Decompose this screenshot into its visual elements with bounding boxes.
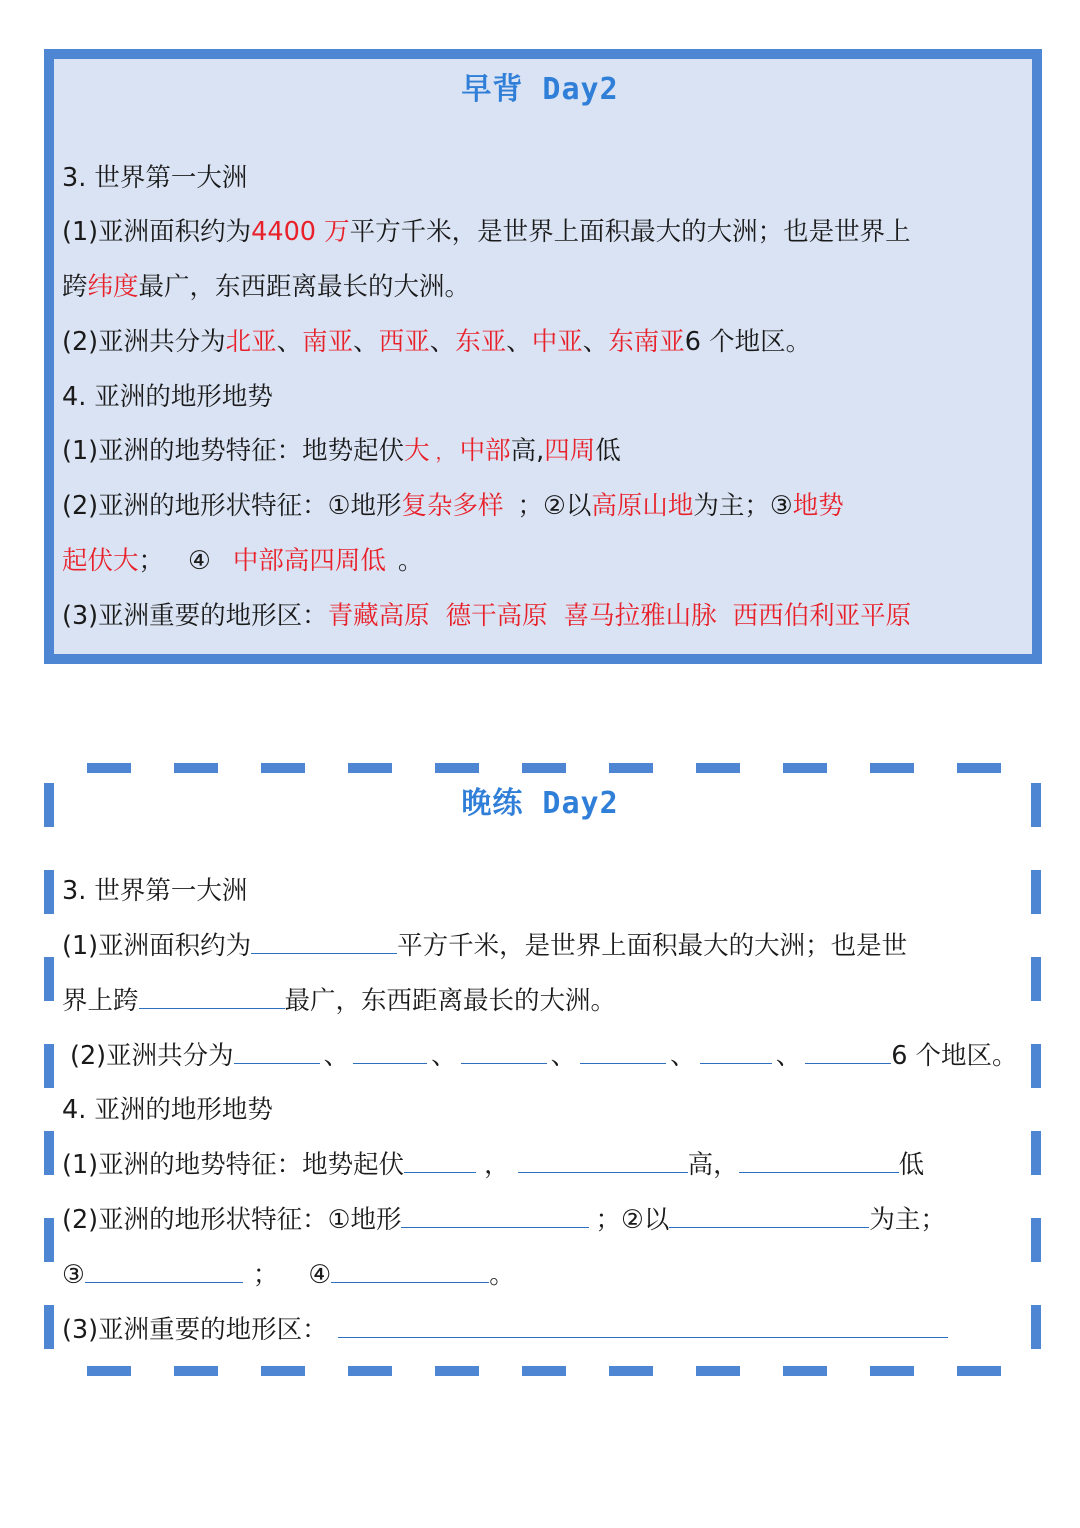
blank-input[interactable] [401,1203,589,1228]
text: 为主；③ [693,491,793,521]
evening-section3-heading: 3. 世界第一大洲 [62,876,248,906]
frame-dash [174,763,218,773]
text: ④ [188,546,211,576]
evening-item2 [70,1039,1018,1072]
text: 。 [397,546,424,576]
frame-dash [435,1366,479,1376]
morning-item2 [62,326,811,358]
answer-complex: 复杂多样 [401,491,504,521]
evening-terrain-item2-line1 [62,1203,946,1236]
blank-input[interactable] [518,1148,688,1173]
separator: 、 [353,327,379,357]
frame-dash [609,763,653,773]
blank-input[interactable] [669,1203,869,1228]
morning-terrain-item3 [62,600,911,632]
separator: 、 [431,1041,457,1071]
evening-section4-heading: 4. 亚洲的地形地势 [62,1095,273,1125]
frame-dash [44,957,54,1001]
answer-region: 东亚 [455,327,507,357]
blank-input[interactable] [461,1039,547,1064]
frame-dash [609,1366,653,1376]
answer-plateau: 高原山地 [591,491,694,521]
morning-section4-heading: 4. 亚洲的地形地势 [62,382,273,412]
text: 最广，东西距离最长的大洲。 [284,986,617,1016]
blank-input[interactable] [739,1148,899,1173]
text: 6 个地区。 [684,327,812,357]
text: 平方千米，是世界上面积最大的大洲；也是世界上 [349,217,911,247]
frame-dash [522,763,566,773]
blank-input[interactable] [580,1039,666,1064]
frame-dash [44,1218,54,1262]
text: ； [252,1260,279,1290]
frame-dash [1031,1218,1041,1262]
answer-area: 4400 万 [251,217,350,247]
answer-region: 北亚 [225,327,277,357]
separator: 、 [276,327,303,357]
frame-dash [348,763,392,773]
blank-input[interactable] [251,929,397,954]
text: (1)亚洲的地势特征：地势起伏 [62,1150,405,1180]
blank-input[interactable] [139,984,285,1009]
text: (1)亚洲的地势特征：地势起伏 [62,436,405,466]
morning-title: 早背 Day2 [461,72,619,107]
frame-dash [87,763,131,773]
text: (3)亚洲重要的地形区： [62,1315,328,1345]
answer-terrain: 地势 [792,491,844,521]
blank-input[interactable] [85,1258,243,1283]
blank-input[interactable] [331,1258,489,1283]
text: 。 [489,1260,515,1290]
answer-landform: 喜马拉雅山脉 [563,601,717,631]
frame-dash [435,763,479,773]
evening-terrain-item1 [62,1148,924,1181]
text: (2)亚洲的地形状特征：①地形 [62,491,402,521]
text: (2)亚洲的地形状特征：①地形 [62,1205,402,1235]
separator: 、 [429,327,456,357]
frame-dash [1031,1044,1041,1088]
separator: 、 [582,327,609,357]
separator: 、 [670,1041,696,1071]
answer-region: 西亚 [378,327,430,357]
answer-rise: 起伏大 [62,546,139,576]
text: 高, [510,436,545,466]
frame-dash [44,1044,54,1088]
frame-dash [44,1305,54,1349]
frame-dash [870,763,914,773]
morning-item1-line1 [62,216,911,248]
frame-dash [348,1366,392,1376]
answer-latitude: 纬度 [87,272,139,302]
evening-item1-line1 [62,929,907,962]
blank-input[interactable] [234,1039,320,1064]
text: ④ [308,1260,332,1290]
blank-input[interactable] [805,1039,891,1064]
text: 高， [687,1150,739,1180]
answer-landform: 西西伯利亚平原 [732,601,912,631]
separator: 、 [323,1041,350,1071]
frame-dash [696,763,740,773]
answer-comma: ， [435,443,454,464]
morning-terrain-item2-line1 [62,490,844,522]
frame-dash [783,763,827,773]
text: 低 [898,1150,925,1180]
text: ， [484,1150,510,1180]
morning-section3-heading: 3. 世界第一大洲 [62,163,248,193]
answer-region: 中亚 [531,327,583,357]
separator: 、 [775,1041,802,1071]
text: 跨 [62,272,88,302]
frame-dash [1031,870,1041,914]
frame-dash [870,1366,914,1376]
text: 界上跨 [62,986,139,1016]
text: ；②以 [595,1205,670,1235]
answer-highlow: 中部高四周低 [232,546,386,576]
blank-input[interactable] [404,1148,476,1173]
frame-dash [261,763,305,773]
frame-dash [44,1131,54,1175]
frame-dash [261,1366,305,1376]
answer-region: 东南亚 [608,327,685,357]
frame-dash [957,1366,1001,1376]
evening-terrain-item3 [62,1313,948,1346]
evening-title: 晚练 Day2 [461,786,619,821]
text: (3)亚洲重要的地形区： [62,601,328,631]
frame-dash [957,763,1001,773]
text: 6 个地区。 [891,1041,1018,1071]
morning-terrain-item2-line2 [62,545,423,577]
evening-terrain-item2-line2 [62,1258,515,1291]
text: 平方千米，是世界上面积最大的大洲；也是世 [397,931,908,961]
text: (2)亚洲共分为 [70,1041,234,1071]
answer-landform: 青藏高原 [327,601,430,631]
frame-dash [783,1366,827,1376]
frame-dash [87,1366,131,1376]
text: 最广，东西距离最长的大洲。 [138,272,471,302]
frame-dash [1031,957,1041,1001]
text: (1)亚洲面积约为 [62,217,252,247]
morning-terrain-item1 [62,435,621,470]
separator: 、 [550,1041,577,1071]
text: (2)亚洲共分为 [62,327,226,357]
text: (1)亚洲面积约为 [62,931,252,961]
text: 低 [595,436,621,466]
evening-item1-line2 [62,984,616,1017]
text: ； [138,546,165,576]
answer-center: 中部 [459,436,511,466]
text: ；②以 [517,491,592,521]
answer-landform: 德干高原 [445,601,548,631]
answer-around: 四周 [544,436,596,466]
blank-input[interactable] [353,1039,427,1064]
text: ③ [62,1260,85,1290]
text: 为主； [869,1205,946,1235]
frame-dash [174,1366,218,1376]
frame-dash [696,1366,740,1376]
answer-big: 大 [404,436,430,466]
frame-dash [1031,1131,1041,1175]
frame-dash [1031,1305,1041,1349]
blank-input[interactable] [700,1039,772,1064]
separator: 、 [506,327,532,357]
blank-input[interactable] [338,1313,948,1338]
morning-item1-line2 [62,271,470,303]
answer-region: 南亚 [302,327,354,357]
frame-dash [522,1366,566,1376]
frame-dash [44,870,54,914]
